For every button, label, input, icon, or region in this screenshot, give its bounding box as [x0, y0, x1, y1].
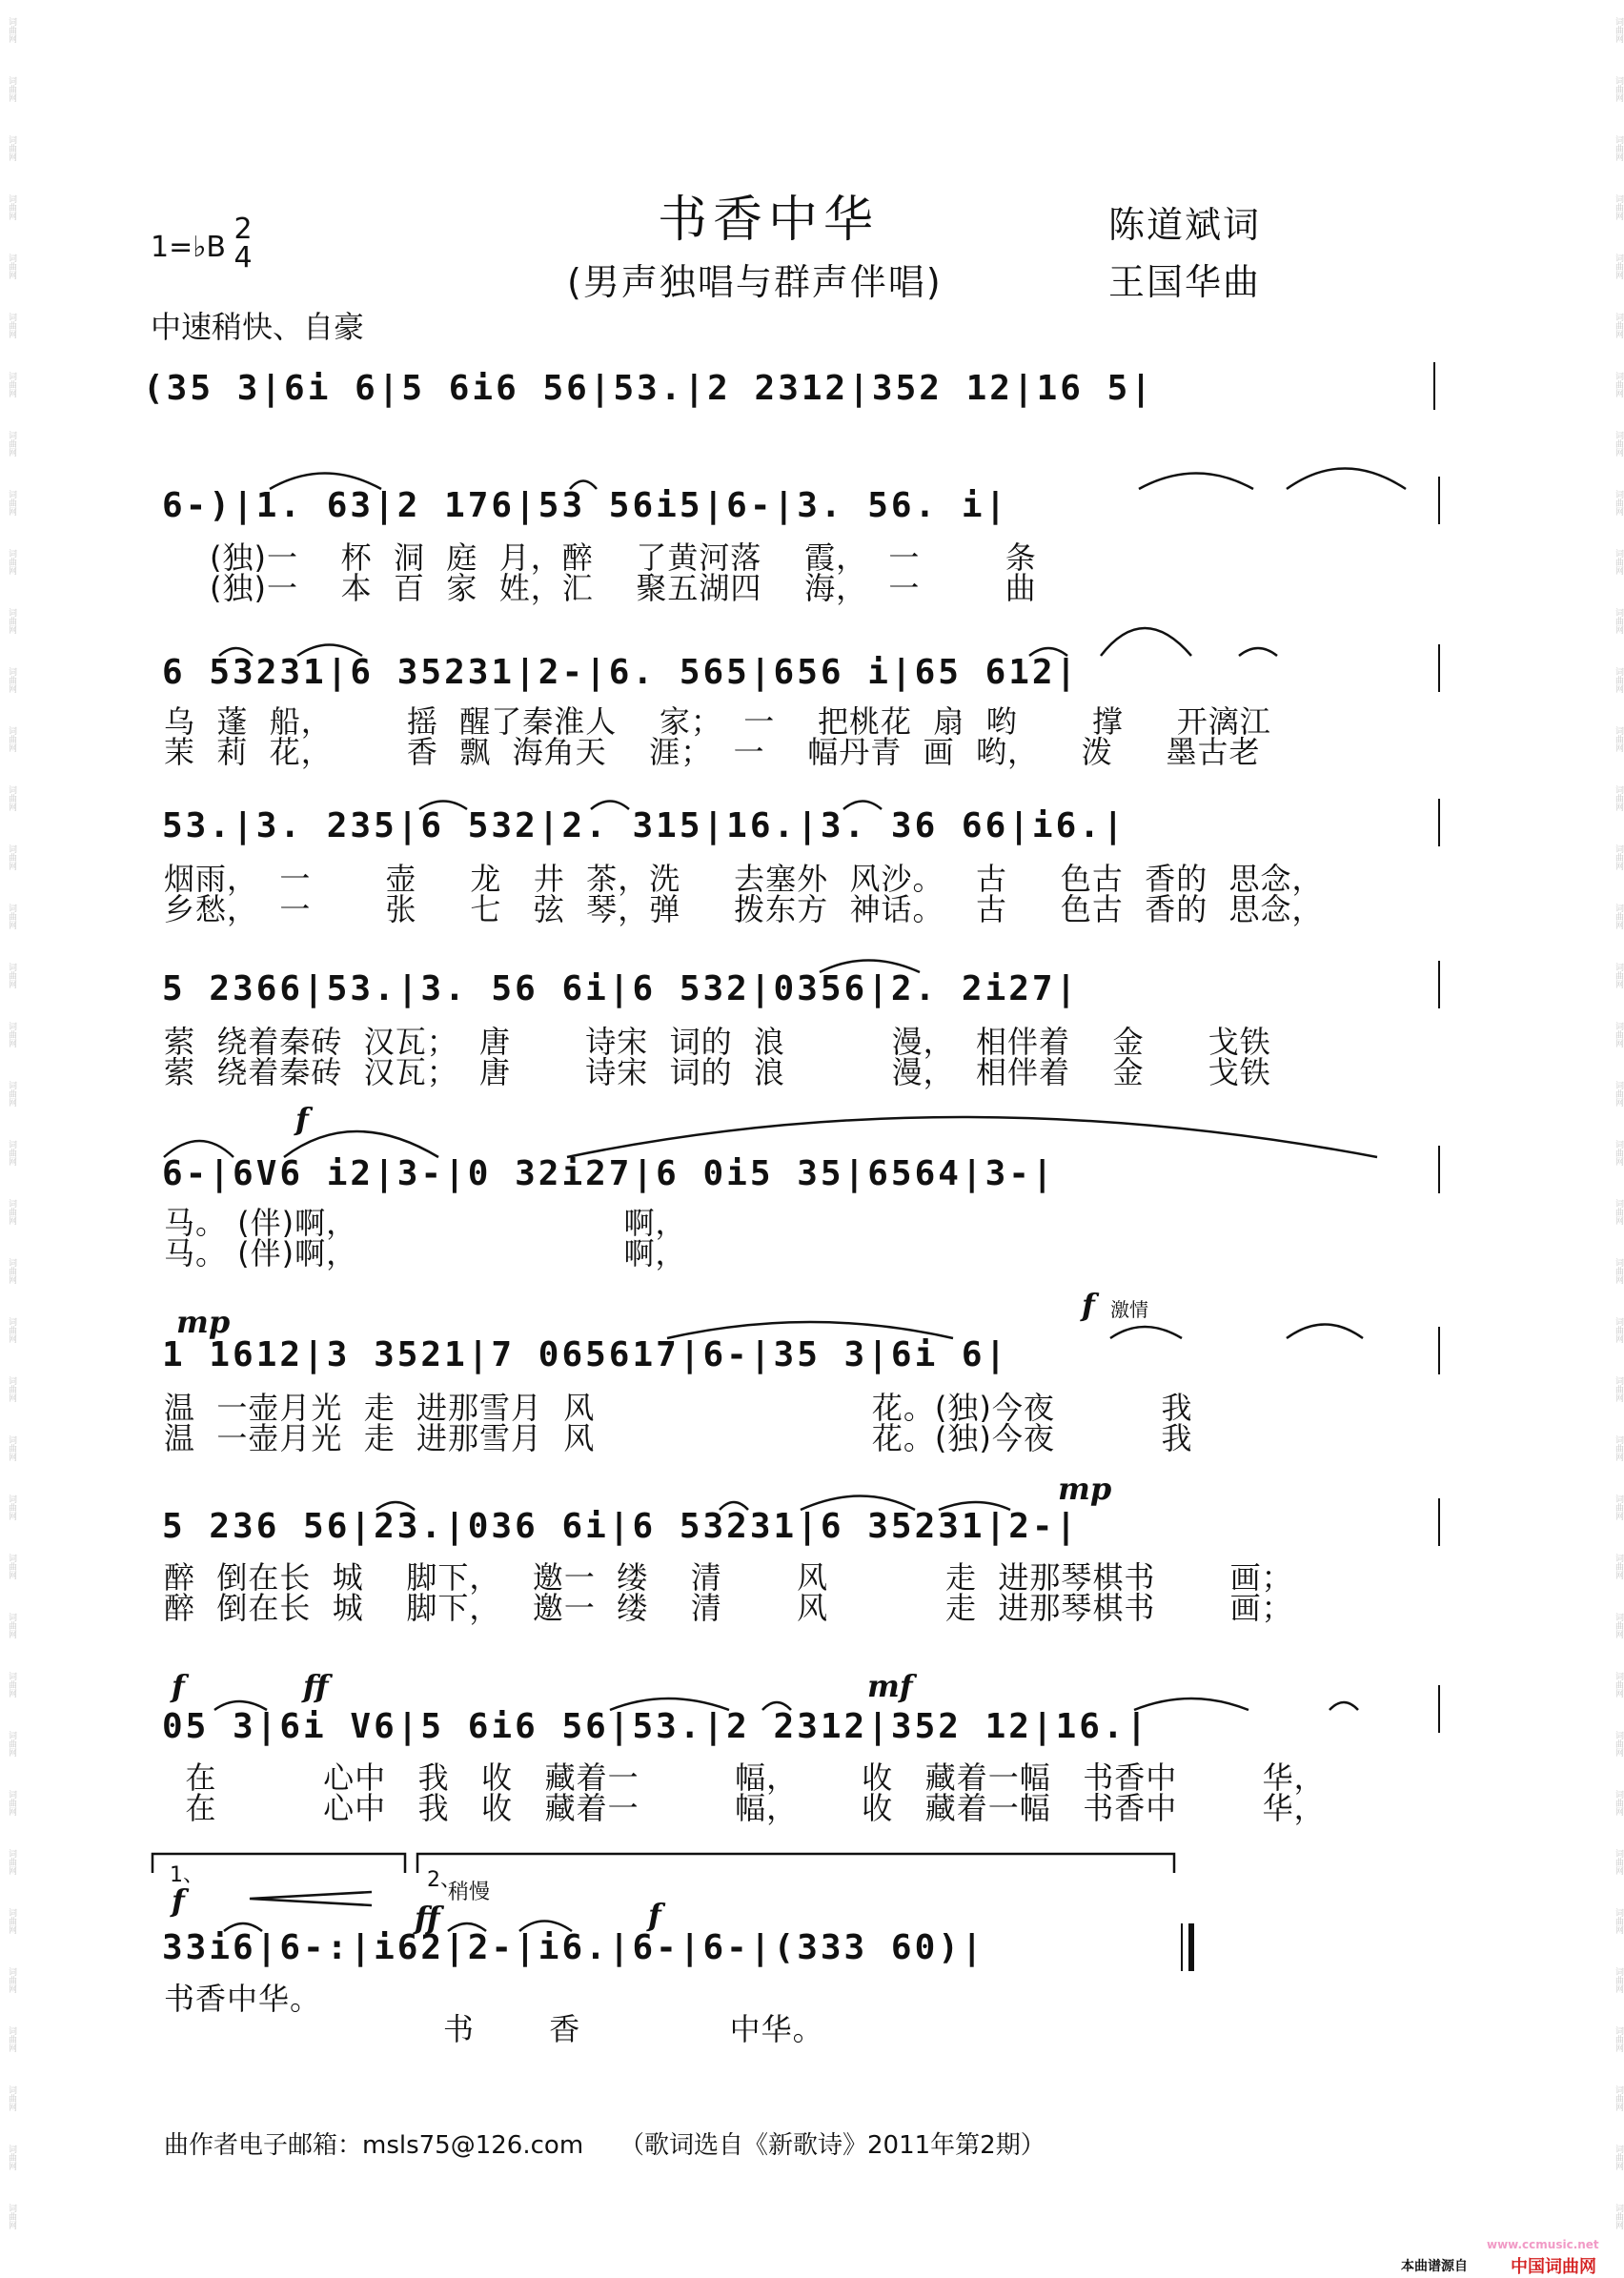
slur — [820, 961, 920, 973]
edge-watermark-text: 词曲网 — [7, 1434, 16, 1461]
slur — [219, 648, 253, 656]
edge-watermark-text: 词曲网 — [7, 784, 16, 811]
edge-watermark-text: 词曲网 — [1614, 2203, 1623, 2229]
system-10-notes: 33i6|6-:|i62|2-|i6.|6-|6-|(333 60)| — [162, 1928, 985, 1967]
system-10-lyrics-ending2: 书 香 中华。 — [443, 2011, 824, 2047]
slur — [1330, 1702, 1358, 1710]
slur — [1134, 1698, 1248, 1710]
slur — [1287, 469, 1406, 490]
lyricist-credit: 陈道斌词 — [1108, 204, 1262, 246]
edge-watermark-text: 词曲网 — [7, 2025, 16, 2052]
lyrics-source: （歌词选自《新歌诗》2011年第2期） — [619, 2131, 1045, 2160]
edge-watermark-text: 词曲网 — [1614, 666, 1623, 693]
edge-watermark-text: 词曲网 — [7, 1080, 16, 1107]
system-8-notes: 5 236 56|23.|036 6i|6 53231|6 35231|2-| — [162, 1507, 1080, 1546]
edge-watermark-text: 词曲网 — [7, 1021, 16, 1047]
slur — [591, 802, 629, 810]
edge-watermark-text: 词曲网 — [7, 844, 16, 870]
site-name: 中国词曲网 — [1511, 2257, 1596, 2277]
edge-watermark-text: 词曲网 — [7, 16, 16, 43]
edge-watermark-text: 词曲网 — [7, 312, 16, 338]
edge-watermark-text: 词曲网 — [7, 725, 16, 752]
phrase-slur — [567, 1117, 1377, 1157]
edge-watermark-text: 词曲网 — [7, 962, 16, 988]
slur — [667, 1322, 953, 1338]
edge-watermark-text: 词曲网 — [1614, 1730, 1623, 1757]
slur — [762, 1702, 791, 1710]
edge-watermark-text: 词曲网 — [1614, 16, 1623, 43]
slur — [610, 1698, 729, 1710]
dynamic-forte-4: f — [172, 1882, 185, 1919]
dynamic-mezzo-piano-2: mp — [1058, 1471, 1112, 1507]
slur — [419, 802, 467, 810]
system-7-notes: 1 1612|3 3521|7 065617|6-|35 3|6i 6| — [162, 1335, 1009, 1374]
system-8-lyrics-verse1: 醉 倒在长 城 脚下， 邀一 缕 清 风 走 进那琴棋书 画； — [164, 1559, 1293, 1596]
edge-watermark-text: 词曲网 — [1614, 1139, 1623, 1166]
edge-watermark-text: 词曲网 — [1614, 844, 1623, 870]
slur — [720, 1502, 748, 1510]
system-3-lyrics-verse1: 乌 蓬 船， 摇 醒了秦淮人 家； 一 把桃花 扇 哟 撑 开漓江 — [164, 703, 1271, 740]
edge-watermark-text: 词曲网 — [7, 1316, 16, 1343]
dynamic-mezzo-forte: mf — [867, 1668, 913, 1704]
edge-watermark-text: 词曲网 — [1614, 2025, 1623, 2052]
system-5-lyrics-verse2: 萦 绕着秦砖 汉瓦； 唐 诗宋 词的 浪 漫， 相伴着 金 戈铁 — [164, 1054, 1271, 1090]
first-ending-bracket — [152, 1854, 405, 1873]
second-ending-label: 2、 — [427, 1868, 461, 1892]
system-9-notes: 05 3|6i V6|5 6i6 56|53.|2 2312|352 12|16.| — [162, 1707, 1150, 1746]
edge-watermark-text: 词曲网 — [7, 607, 16, 634]
edge-watermark-text: 词曲网 — [7, 430, 16, 457]
edge-watermark-text: 词曲网 — [1614, 548, 1623, 575]
system-4-lyrics-verse2: 乡愁， 一 张 七 弦 琴，弹 拨东方 神话。 古 色古 香的 思念， — [164, 891, 1324, 927]
slur — [519, 1922, 572, 1932]
song-subtitle: (男声独唱与群声伴唱) — [567, 261, 943, 303]
dynamic-forte-2: f — [1082, 1287, 1095, 1323]
edge-watermark-text: 词曲网 — [7, 1494, 16, 1520]
system-5-notes: 5 2366|53.|3. 56 6i|6 532|0356|2. 2i27| — [162, 969, 1080, 1008]
system-5-lyrics-verse1: 萦 绕着秦砖 汉瓦； 唐 诗宋 词的 浪 漫， 相伴着 金 戈铁 — [164, 1024, 1271, 1060]
edge-watermark-text: 词曲网 — [7, 666, 16, 693]
dynamic-fortissimo-1: ff — [303, 1668, 329, 1704]
edge-watermark-text: 词曲网 — [7, 253, 16, 279]
edge-watermark-text: 词曲网 — [7, 2203, 16, 2229]
dynamic-forte-3: f — [172, 1668, 185, 1704]
slur — [297, 645, 362, 657]
system-3-notes: 6 53231|6 35231|2-|6. 565|656 i|65 612| — [162, 653, 1080, 692]
slur — [1029, 648, 1067, 656]
edge-watermark-text: 词曲网 — [1614, 1494, 1623, 1520]
edge-watermark-text: 词曲网 — [1614, 371, 1623, 397]
system-7-lyrics-verse2: 温 一壶月光 走 进那雪月 风 花。(独)今夜 我 — [164, 1420, 1193, 1456]
edge-watermark-text: 词曲网 — [1614, 1907, 1623, 1934]
system-7-lyrics-verse1: 温 一壶月光 走 进那雪月 风 花。(独)今夜 我 — [164, 1390, 1193, 1426]
edge-watermark-text: 词曲网 — [7, 1907, 16, 1934]
song-title: 书香中华 — [658, 192, 880, 249]
edge-watermark-text: 词曲网 — [1614, 430, 1623, 457]
dynamic-fortissimo-2: ff — [415, 1900, 440, 1936]
system-9-lyrics-verse2: 在 心中 我 收 藏着一 幅， 收 藏着一幅 书香中 华， — [164, 1790, 1326, 1826]
slur — [570, 481, 597, 490]
edge-watermark-text: 词曲网 — [7, 1789, 16, 1816]
edge-watermark-text: 词曲网 — [7, 1848, 16, 1875]
time-denominator: 4 — [233, 241, 253, 275]
edge-watermark-text: 词曲网 — [1614, 312, 1623, 338]
edge-watermark-text: 词曲网 — [1614, 1080, 1623, 1107]
edge-watermark-text: 词曲网 — [7, 548, 16, 575]
edge-watermark-text: 词曲网 — [1614, 1789, 1623, 1816]
edge-watermark-text: 词曲网 — [1614, 1316, 1623, 1343]
second-ending-bracket — [417, 1854, 1174, 1873]
system-2-lyrics-verse1: (独)一 杯 洞 庭 月，醉 了黄河落 霞， 一 条 — [210, 539, 1037, 576]
slur — [270, 474, 381, 490]
slur — [224, 1923, 262, 1931]
edge-watermark-text: 词曲网 — [7, 1671, 16, 1698]
slur — [1139, 474, 1253, 490]
edge-watermark-text: 词曲网 — [7, 1730, 16, 1757]
edge-watermark-text: 词曲网 — [1614, 607, 1623, 634]
slur — [843, 802, 882, 810]
time-numerator: 2 — [233, 213, 253, 246]
edge-watermark-text: 词曲网 — [7, 134, 16, 161]
dynamic-forte-1: f — [295, 1101, 309, 1137]
slur — [801, 1496, 915, 1511]
edge-watermark-text: 词曲网 — [1614, 1848, 1623, 1875]
system-6-notes: 6-|6V6 i2|3-|0 32i27|6 0i5 35|6564|3-| — [162, 1154, 1056, 1193]
edge-watermark-text: 词曲网 — [1614, 134, 1623, 161]
edge-watermark-text: 词曲网 — [1614, 1198, 1623, 1225]
tempo-slower: 稍慢 — [448, 1881, 491, 1904]
edge-watermark-text: 词曲网 — [7, 1198, 16, 1225]
edge-watermark-text: 词曲网 — [1614, 784, 1623, 811]
slur — [939, 1502, 1010, 1510]
edge-watermark-text: 词曲网 — [1614, 489, 1623, 516]
edge-watermark-text: 词曲网 — [7, 903, 16, 929]
edge-watermark-text: 词曲网 — [1614, 1434, 1623, 1461]
edge-watermark-text: 词曲网 — [7, 193, 16, 220]
tempo-marking: 中速稍快、自豪 — [151, 309, 365, 345]
slur — [1287, 1325, 1363, 1339]
system-4-notes: 53.|3. 235|6 532|2. 315|16.|3. 36 66|i6.| — [162, 806, 1127, 845]
edge-watermark-text: 词曲网 — [7, 1553, 16, 1579]
edge-watermark-text: 词曲网 — [1614, 1257, 1623, 1284]
edge-watermark-text: 词曲网 — [7, 371, 16, 397]
edge-watermark-text: 词曲网 — [7, 1139, 16, 1166]
edge-watermark-text: 词曲网 — [1614, 1375, 1623, 1402]
composer-credit: 王国华曲 — [1108, 261, 1262, 303]
site-logo: www.ccmusic.net — [1487, 2238, 1599, 2251]
system-10-lyrics-ending1: 书香中华。 — [164, 1981, 322, 2017]
edge-watermark-text: 词曲网 — [7, 489, 16, 516]
edge-watermark-text: 词曲网 — [1614, 253, 1623, 279]
slur — [376, 1502, 415, 1510]
edge-watermark-text: 词曲网 — [1614, 725, 1623, 752]
slur — [1101, 628, 1191, 656]
edge-watermark-text: 词曲网 — [7, 1375, 16, 1402]
system-4-lyrics-verse1: 烟雨， 一 壶 龙 井 茶，洗 去塞外 风沙。 古 色古 香的 思念， — [164, 861, 1324, 897]
composer-email: 曲作者电子邮箱：msls75@126.com — [164, 2131, 584, 2160]
edge-watermark-text: 词曲网 — [7, 2144, 16, 2170]
first-ending-label: 1、 — [170, 1863, 204, 1887]
edge-watermark-text: 词曲网 — [7, 75, 16, 102]
edge-watermark-text: 词曲网 — [1614, 193, 1623, 220]
key-signature: 1=♭B — [151, 231, 226, 264]
system-6-lyrics-verse1: 马。 (伴)啊， 啊， — [164, 1205, 687, 1241]
edge-watermark-text: 词曲网 — [1614, 2085, 1623, 2111]
edge-watermark-text: 词曲网 — [7, 2085, 16, 2111]
edge-watermark-text: 词曲网 — [1614, 962, 1623, 988]
edge-watermark-text: 词曲网 — [1614, 1671, 1623, 1698]
edge-watermark-text: 词曲网 — [1614, 1612, 1623, 1638]
crescendo-hairpin — [250, 1892, 372, 1905]
edge-watermark-text: 词曲网 — [7, 1966, 16, 1993]
edge-watermark-text: 词曲网 — [7, 1257, 16, 1284]
system-6-lyrics-verse2: 马。 (伴)啊， 啊， — [164, 1235, 687, 1271]
slur — [284, 1131, 438, 1157]
slur — [1110, 1327, 1182, 1338]
edge-watermark-text: 词曲网 — [1614, 75, 1623, 102]
source-label: 本曲谱源自 — [1401, 2259, 1468, 2274]
system-8-lyrics-verse2: 醉 倒在长 城 脚下， 邀一 缕 清 风 走 进那琴棋书 画； — [164, 1590, 1293, 1626]
edge-watermark-text: 词曲网 — [1614, 1966, 1623, 1993]
system-2-lyrics-verse2: (独)一 本 百 家 姓，汇 聚五湖四 海， 一 曲 — [210, 570, 1037, 606]
edge-watermark-text: 词曲网 — [1614, 1553, 1623, 1579]
edge-watermark-text: 词曲网 — [1614, 2144, 1623, 2170]
system-9-lyrics-verse1: 在 心中 我 收 藏着一 幅， 收 藏着一幅 书香中 华， — [164, 1759, 1326, 1796]
edge-watermark-text: 词曲网 — [1614, 903, 1623, 929]
edge-watermark-text: 词曲网 — [1614, 1021, 1623, 1047]
system-3-lyrics-verse2: 茉 莉 花， 香 飘 海角天 涯； 一 幅丹青 画 哟， 泼 墨古老 — [164, 734, 1261, 770]
slur — [164, 1141, 233, 1157]
system-2-notes: 6-)|1. 63|2 176|53 56i5|6-|3. 56. i| — [162, 486, 1009, 525]
edge-watermark-text: 词曲网 — [7, 1612, 16, 1638]
slur — [448, 1923, 486, 1931]
dynamic-forte-5: f — [648, 1897, 661, 1933]
slur — [1239, 648, 1277, 656]
expression-passion: 激情 — [1110, 1298, 1148, 1321]
slur — [214, 1701, 267, 1710]
dynamic-mezzo-piano-1: mp — [176, 1304, 231, 1340]
system-1-notes: (35 3|6i 6|5 6i6 56|53.|2 2312|352 12|16 5| — [143, 369, 1154, 408]
